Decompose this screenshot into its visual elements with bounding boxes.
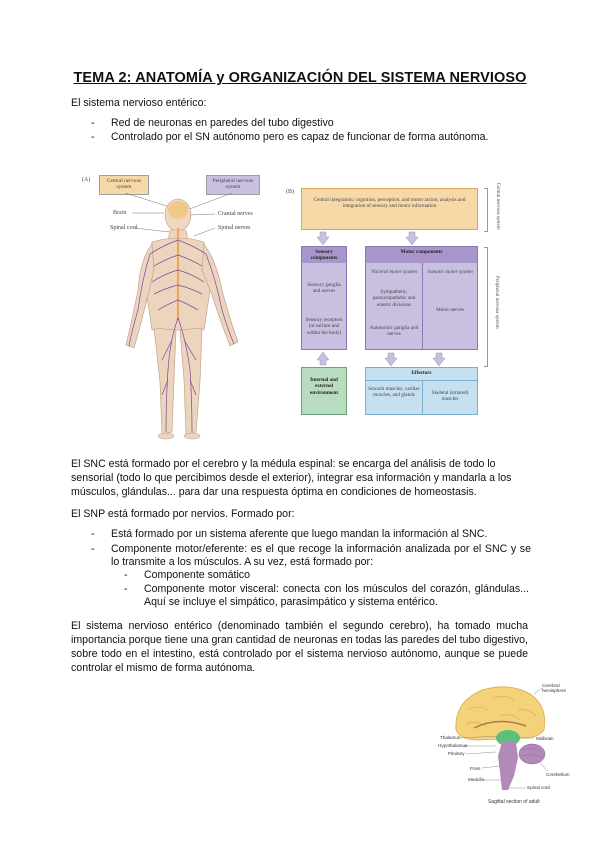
pns-legend-box: Peripheral nervous system xyxy=(206,175,260,195)
spinal-nerves-label: Spinal nerves xyxy=(218,225,251,231)
hypothalamus-label: Hypothalamus xyxy=(438,743,468,748)
spinal-cord-label: Spinal cord xyxy=(110,225,138,231)
enteric-paragraph: El sistema nervioso entérico (denominado también el segundo cerebro), ha tomado mucha importancia porque tiene una gran cantidad de neuronas en todas las paredes del tubo digestivo, sobre todo en el intestino, está controlado por el sistema nervioso autónomo, aunque se puede controlar el mismo de forma autónoma. xyxy=(71,620,528,674)
snp-bullet-list xyxy=(91,528,531,570)
snp-intro: El SNP está formado por nervios. Formado por: xyxy=(71,508,295,520)
cns-side-label: Central nervous system xyxy=(495,182,501,230)
motor-components-box: Motor components Visceral motor system Sympathetic, parasympathetic and enteric divisions Autonomic ganglia and nerves Somatic motor system Motor nerves xyxy=(365,246,478,350)
brain-caption: Sagittal section of adult xyxy=(488,799,540,805)
pns-side-label: Peripheral nervous system xyxy=(494,275,500,329)
cns-legend-box: Central nervous system xyxy=(99,175,149,195)
body-illustration xyxy=(82,170,270,450)
figure-b-label: (B) xyxy=(286,189,294,195)
list-item: - Componente motor/eferente: es el que recoge la información analizada por el SNC y se lo transmite a los músculos. A su vez, está formado por: xyxy=(91,542,531,568)
midbrain-label: Midbrain xyxy=(536,736,554,741)
list-item: - Red de neuronas en paredes del tubo digestivo xyxy=(91,117,334,129)
list-item: - Está formado por un sistema aferente que luego mandan la información al SNC. xyxy=(91,528,488,540)
intro-text: El sistema nervioso entérico: xyxy=(71,97,207,109)
cranial-nerves-label: Cranial nerves xyxy=(218,211,253,217)
cerebral-hemisphere-label: Cerebral hemisphere xyxy=(542,683,567,693)
intro-bullet-list xyxy=(91,117,551,144)
cerebellum-label: Cerebellum xyxy=(546,772,570,777)
pituitary-label: Pituitary xyxy=(448,751,465,756)
pons-label: Pons xyxy=(470,766,481,771)
spinal-cord-label: Spinal cord xyxy=(527,785,550,790)
sensory-components-box: Sensory components Sensory ganglia and nerves Sensory receptors (at surface and within the body) xyxy=(301,246,347,350)
brain-sagittal-figure xyxy=(438,680,570,810)
medulla-label: Medulla xyxy=(468,777,485,782)
snc-paragraph: El SNC está formado por el cerebro y la médula espinal: se encarga del análisis de todo lo sensorial (todo lo que percibimos desde el exterior), integrar esa información y mandarla a los músculos, glándulas... para dar una respuesta óptima en condiciones de homeostasis. xyxy=(71,458,512,498)
list-item: - Controlado por el SN autónomo pero es capaz de funcionar de forma autónoma. xyxy=(91,130,489,143)
figure-b-diagram xyxy=(286,183,518,445)
environment-box: Internal and external environment xyxy=(301,367,347,415)
page-title: TEMA 2: ANATOMÍA y ORGANIZACIÓN DEL SISTEMA NERVIOSO xyxy=(73,70,527,86)
thalamus-label: Thalamus xyxy=(440,735,461,740)
list-item: - Componente motor visceral: conecta con los músculos del corazón, glándulas... Aquí se incluye el simpático, parasimpático y sistema entérico. xyxy=(124,582,529,608)
cns-integration-box: Central integration; cognition, perception, and motor action; analysis and integration of sensory and motor information xyxy=(301,188,478,230)
list-item: - Componente somático xyxy=(124,569,250,581)
snp-sub-bullet-list xyxy=(124,569,529,610)
figure-a-label: (A) xyxy=(82,177,91,183)
brain-label: Brain xyxy=(113,210,127,216)
figure-a-nervous-system xyxy=(82,170,270,450)
effectors-box: Effectors Smooth muscles, cardiac muscles, and glands Skeletal (striated) muscles xyxy=(365,367,478,415)
